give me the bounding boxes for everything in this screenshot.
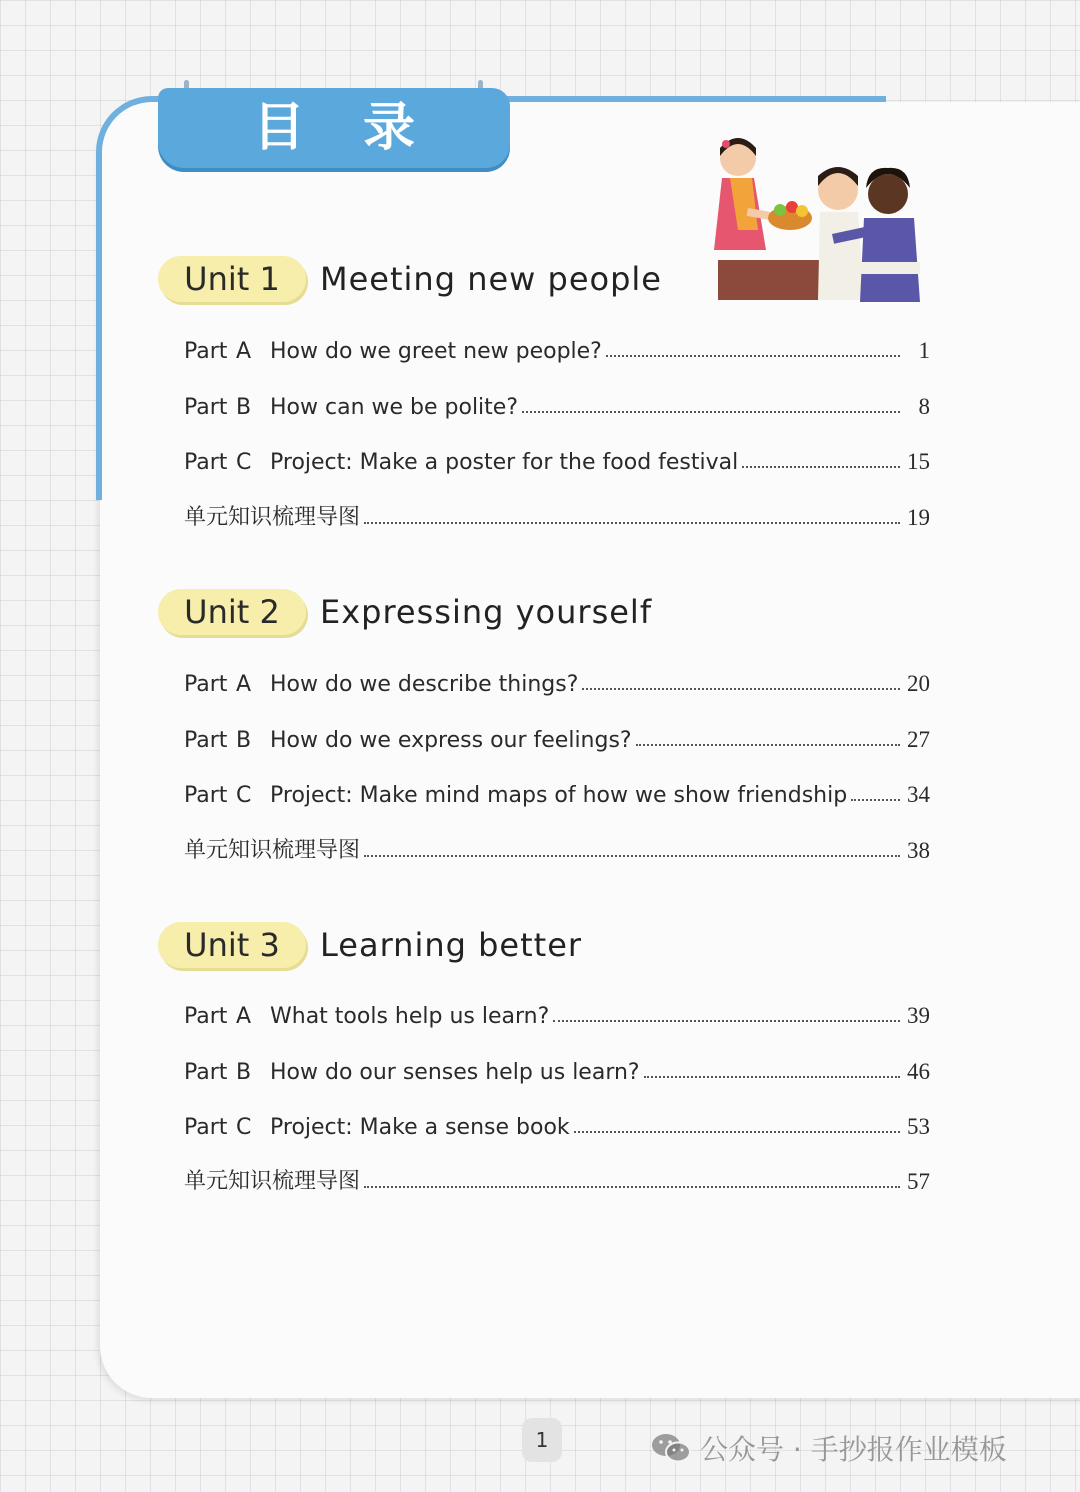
page-number: 57 xyxy=(907,1169,930,1194)
mind-map-title: 单元知识梳理导图 xyxy=(184,1169,361,1194)
part-letter: B xyxy=(236,1060,252,1085)
part-label: Part xyxy=(184,395,228,420)
part-label: Part xyxy=(184,1004,228,1029)
dot-leader xyxy=(582,688,900,690)
page-number: 15 xyxy=(907,449,930,474)
children-illustration xyxy=(708,130,928,305)
part-letter: C xyxy=(236,450,252,475)
part-title: Project: Make a poster for the food festival xyxy=(270,450,739,475)
dot-leader xyxy=(851,799,900,801)
part-letter: C xyxy=(236,783,252,808)
unit-badge: Unit 1 xyxy=(158,256,306,302)
part-label: Part xyxy=(184,1115,228,1140)
dot-leader xyxy=(553,1020,900,1022)
wechat-icon xyxy=(650,1431,692,1465)
unit-heading xyxy=(158,254,662,304)
part-label: Part xyxy=(184,339,228,364)
part-label: Part xyxy=(184,1060,228,1085)
toc-row[interactable] xyxy=(184,1106,930,1140)
title-char: 录 xyxy=(363,98,416,158)
dot-leader xyxy=(364,855,900,857)
part-letter: A xyxy=(236,672,252,697)
mind-map-title: 单元知识梳理导图 xyxy=(184,838,361,863)
unit-badge: Unit 2 xyxy=(158,589,306,635)
part-label: Part xyxy=(184,672,228,697)
unit-title: Expressing yourself xyxy=(320,593,653,631)
part-title: Project: Make a sense book xyxy=(270,1115,570,1140)
dot-leader xyxy=(606,355,900,357)
toc-row[interactable] xyxy=(184,663,930,697)
part-letter: C xyxy=(236,1115,252,1140)
part-letter: A xyxy=(236,339,252,364)
dot-leader xyxy=(644,1076,900,1078)
unit-heading xyxy=(158,920,582,970)
dot-leader xyxy=(364,1186,900,1188)
part-title: How do we greet new people? xyxy=(270,339,602,364)
dot-leader xyxy=(742,466,900,468)
part-label: Part xyxy=(184,783,228,808)
page-number: 38 xyxy=(907,838,930,863)
dot-leader xyxy=(574,1131,900,1133)
part-title: Project: Make mind maps of how we show friendship xyxy=(270,783,848,808)
toc-row[interactable] xyxy=(184,497,930,531)
unit-badge: Unit 3 xyxy=(158,922,306,968)
toc-row[interactable] xyxy=(184,441,930,475)
page-number: 39 xyxy=(907,1003,930,1028)
part-title: How do we describe things? xyxy=(270,672,579,697)
part-title: How can we be polite? xyxy=(270,395,519,420)
part-letter: B xyxy=(236,395,252,420)
page-title xyxy=(158,88,510,168)
unit-title: Learning better xyxy=(320,926,583,964)
part-title: What tools help us learn? xyxy=(270,1004,550,1029)
watermark-text: 公众号 · 手抄报作业模板 xyxy=(700,1433,1007,1466)
page-number: 34 xyxy=(907,782,930,807)
part-title: How do our senses help us learn? xyxy=(270,1060,640,1085)
part-label: Part xyxy=(184,728,228,753)
toc-row[interactable] xyxy=(184,719,930,753)
page-number: 53 xyxy=(907,1114,930,1139)
toc-row[interactable] xyxy=(184,386,930,420)
part-letter: A xyxy=(236,1004,252,1029)
page-number: 46 xyxy=(907,1059,930,1084)
toc-row[interactable] xyxy=(184,830,930,864)
page-number: 8 xyxy=(918,394,930,419)
page-number: 27 xyxy=(907,727,930,752)
toc-row[interactable] xyxy=(184,774,930,808)
part-title: How do we express our feelings? xyxy=(270,728,632,753)
mind-map-title: 单元知识梳理导图 xyxy=(184,505,361,530)
toc-row[interactable] xyxy=(184,330,930,364)
toc-row[interactable] xyxy=(184,1161,930,1195)
toc-row[interactable] xyxy=(184,995,930,1029)
dot-leader xyxy=(636,744,900,746)
unit-title: Meeting new people xyxy=(320,260,662,298)
dot-leader xyxy=(522,411,900,413)
page-number: 20 xyxy=(907,671,930,696)
page-number: 1 xyxy=(918,338,930,363)
part-label: Part xyxy=(184,450,228,475)
title-char: 目 xyxy=(252,98,305,158)
page-number: 19 xyxy=(907,505,930,530)
unit-heading xyxy=(158,587,652,637)
footer-page-number: 1 xyxy=(522,1418,562,1462)
part-letter: B xyxy=(236,728,252,753)
toc-row[interactable] xyxy=(184,1051,930,1085)
dot-leader xyxy=(364,522,900,524)
watermark xyxy=(650,1428,1007,1468)
